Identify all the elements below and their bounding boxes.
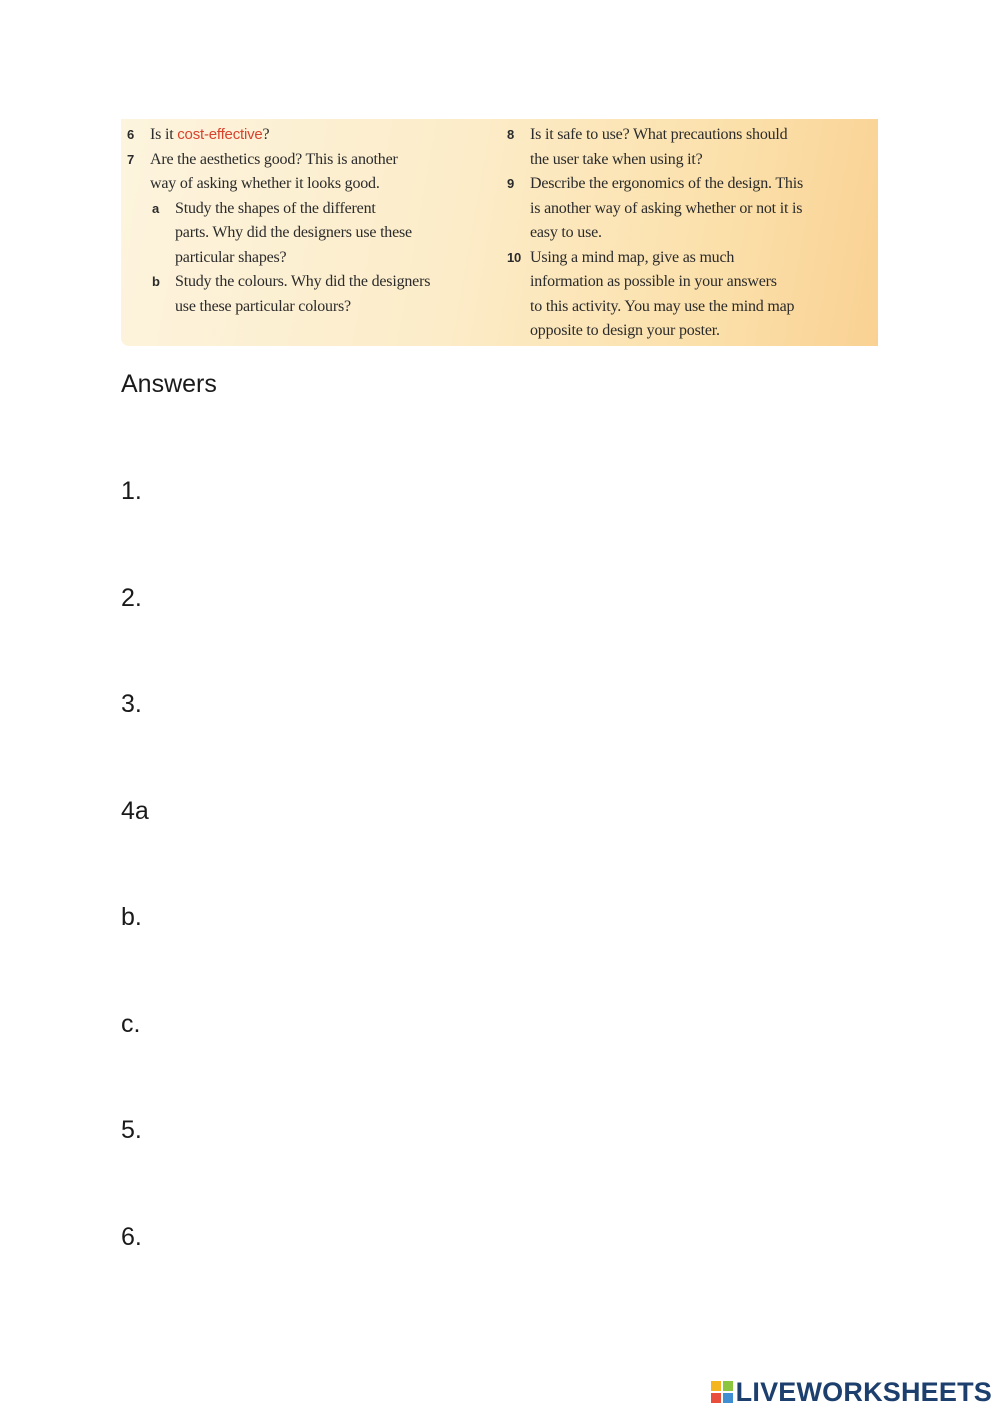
answer-label-2: 2. — [121, 584, 142, 612]
question-8 — [507, 123, 872, 172]
question-panel — [121, 119, 878, 346]
sub-question-letter: a — [152, 200, 160, 216]
question-column-left — [127, 123, 497, 319]
question-9 — [507, 172, 872, 246]
liveworksheets-branding — [711, 1375, 992, 1409]
answer-input-1[interactable] — [170, 474, 874, 512]
answer-input-4c[interactable] — [170, 1007, 874, 1045]
answer-label-5: 5. — [121, 1116, 142, 1144]
question-text-line: information as possible in your answers — [530, 273, 777, 290]
question-text-line: to this activity. You may use the mind map — [530, 297, 795, 315]
question-text: ? — [262, 126, 270, 143]
answer-input-4a[interactable] — [170, 794, 874, 832]
question-7b — [127, 270, 497, 319]
question-text-line: Describe the ergonomics of the design. This — [530, 175, 803, 192]
answer-input-5[interactable] — [170, 1113, 874, 1151]
question-text-line: Study the shapes of the different — [175, 199, 376, 217]
question-text-line: way of asking whether it looks good. — [150, 175, 380, 192]
answer-label-4a: 4a — [121, 797, 149, 825]
question-text-line: opposite to design your poster. — [530, 322, 720, 339]
question-number: 6 — [127, 127, 135, 142]
question-text-line: Using a mind map, give as much — [530, 248, 735, 266]
question-7 — [127, 148, 497, 197]
question-text-line: use these particular colours? — [175, 297, 351, 315]
question-number: 9 — [507, 176, 515, 191]
answer-label-3: 3. — [121, 690, 142, 718]
answer-input-2[interactable] — [170, 581, 874, 619]
answers-heading: Answers — [121, 370, 217, 398]
question-column-right — [507, 123, 872, 344]
question-number: 7 — [127, 151, 135, 167]
question-text-line: easy to use. — [530, 224, 602, 241]
liveworksheets-logo-icon — [711, 1381, 733, 1403]
answer-label-1: 1. — [121, 477, 142, 505]
answer-label-4c: c. — [121, 1010, 141, 1038]
question-text-line: particular shapes? — [175, 248, 287, 266]
answer-input-4b[interactable] — [170, 900, 874, 938]
brand-wordmark: LIVEWORKSHEETS — [735, 1376, 992, 1407]
question-text-line: Are the aesthetics good? This is another — [150, 150, 398, 168]
question-text-line: is another way of asking whether or not it is — [530, 199, 803, 217]
question-text-line: the user take when using it? — [530, 150, 703, 168]
question-7a — [127, 197, 497, 271]
question-number: 10 — [507, 249, 522, 265]
answer-label-6: 6. — [121, 1223, 142, 1251]
question-10 — [507, 246, 872, 344]
question-text: Is it — [150, 126, 178, 143]
question-text-line: parts. Why did the designers use these — [175, 224, 412, 241]
key-term-highlight: cost-effective — [177, 126, 263, 143]
answer-label-4b: b. — [121, 903, 142, 931]
answer-input-3[interactable] — [170, 687, 874, 725]
question-6 — [127, 123, 497, 148]
sub-question-letter: b — [152, 274, 160, 289]
question-text-line: Is it safe to use? What precautions should — [530, 126, 788, 143]
answer-input-6[interactable] — [170, 1220, 874, 1258]
question-text-line: Study the colours. Why did the designers — [175, 273, 431, 290]
question-number: 8 — [507, 127, 515, 142]
